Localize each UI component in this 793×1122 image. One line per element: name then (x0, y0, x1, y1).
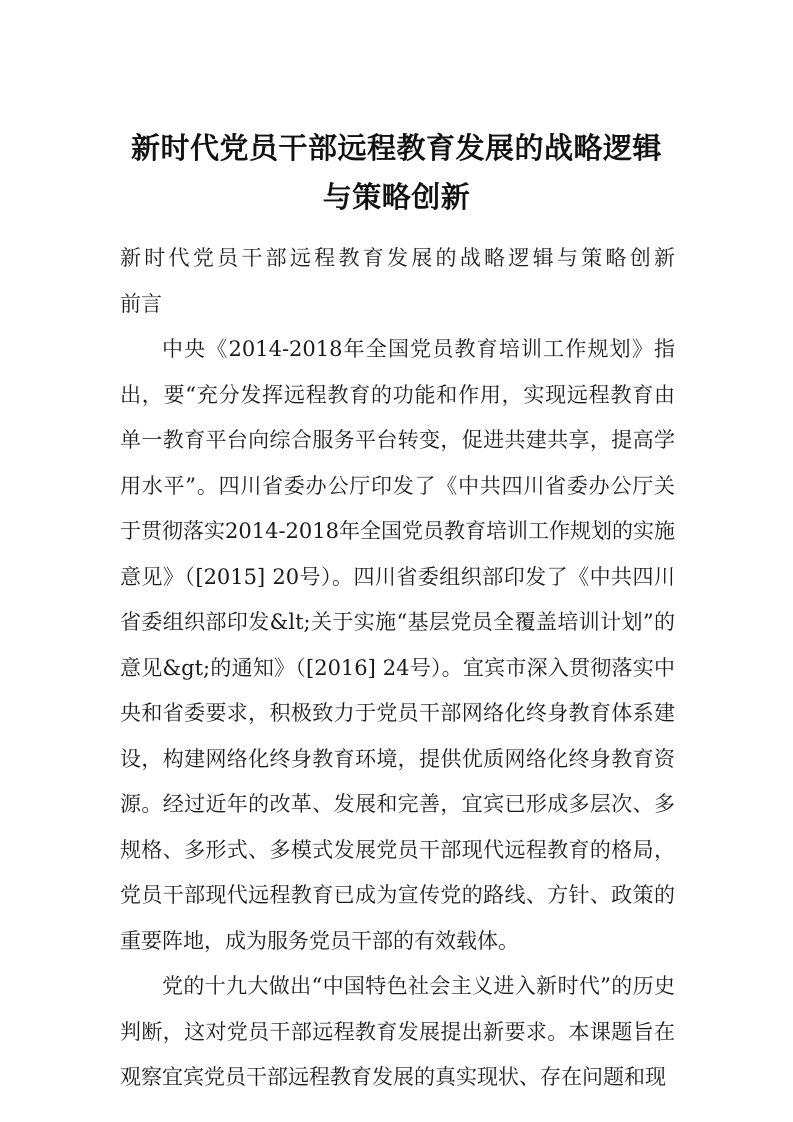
body-paragraph-1: 中央《2014-2018年全国党员教育培训工作规划》指出，要“充分发挥远程教育的功能和作用，实现远程教育由单一教育平台向综合服务平台转变，促进共建共享，提高学用水平”。四川省委办公厅印发了《中共四川省委办公厅关于贯彻落实2014-2018年全国党员教育培训工作规划的实施意见》（[2015] 20号）。四川省委组织部印发了《中共四川省委组织部印发&lt;关于实施“基层党员全覆盖培训计划”的意见&gt;的通知》（[2016] 24号）。宜宾市深入贯彻落实中央和省委要求，积极致力于党员干部网络化终身教育体系建设，构建网络化终身教育环境，提供优质网络化终身教育资源。经过近年的改革、发展和完善，宜宾已形成多层次、多规格、多形式、多模式发展党员干部现代远程教育的格局，党员干部现代远程教育已成为宣传党的路线、方针、政策的重要阵地，成为服务党员干部的有效载体。 (120, 337, 675, 953)
preface-heading: 前言 (120, 291, 162, 316)
document-subtitle: 新时代党员干部远程教育发展的战略逻辑与策略创新 (120, 246, 675, 270)
body-paragraph-2: 党的十九大做出“中国特色社会主义进入新时代”的历史判断，这对党员干部远程教育发展提出新要求。本课题旨在观察宜宾党员干部远程教育发展的真实现状、存在问题和现 (120, 974, 675, 1089)
document-title-line1: 新时代党员干部远程教育发展的战略逻辑 (130, 131, 662, 165)
document-body (120, 236, 675, 1101)
document-title-line2: 与策略创新 (322, 180, 471, 214)
